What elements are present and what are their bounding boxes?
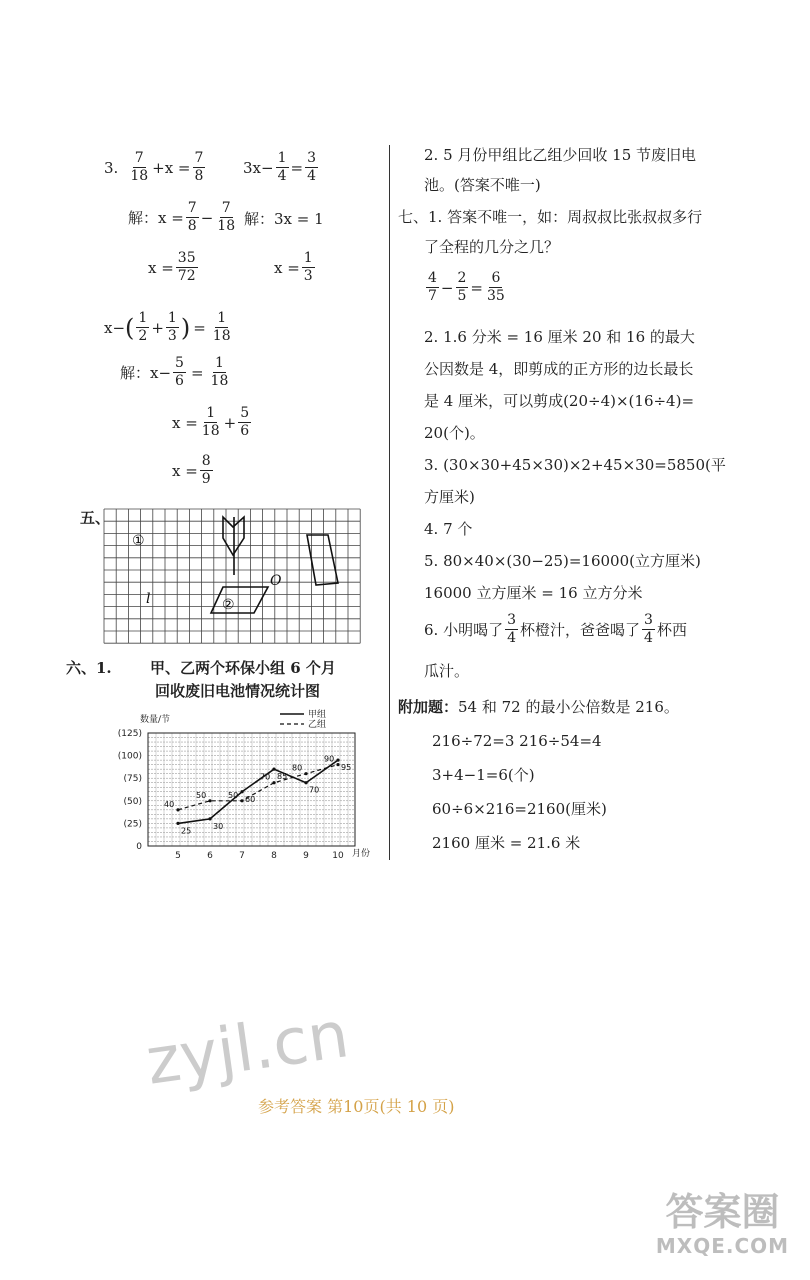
extra-question <box>398 692 679 722</box>
y-axis-title: 数量/节 <box>140 715 171 725</box>
extra-line: 216÷72=3 216÷54=4 <box>432 732 602 750</box>
data-point <box>304 781 307 784</box>
fraction: $\frac{1}{4}$ <box>277 150 287 184</box>
fraction: $\frac{3}{4}$ <box>307 150 316 184</box>
q6-label: 六、1. <box>66 659 112 677</box>
answer-line: 4. 7 个 <box>424 520 473 538</box>
watermark: zyjl.cn <box>141 998 354 1100</box>
answer-line: 5. 80×40×(30−25)=16000(立方厘米) <box>424 552 701 570</box>
fraction: $\frac{5}{6}$ <box>240 405 250 439</box>
line-chart <box>100 708 385 863</box>
paren: ) <box>180 313 191 342</box>
fraction: $\frac{6}{35}$ <box>487 270 505 304</box>
data-label: 90 <box>324 754 335 764</box>
x-tick-label: 7 <box>239 851 245 861</box>
transformation-grid <box>100 505 366 645</box>
eq-text: = <box>190 363 204 382</box>
data-point <box>336 759 339 762</box>
x-axis-title: 月份 <box>352 849 371 859</box>
fraction: $\frac{35}{72}$ <box>177 250 196 284</box>
line-l-label: l <box>146 591 151 607</box>
fraction: $\frac{4}{7}$ <box>428 270 437 304</box>
data-label: 25 <box>181 826 192 836</box>
data-label: 95 <box>341 763 352 773</box>
eq-text: 3x− <box>243 158 274 177</box>
fraction-equation <box>424 270 509 305</box>
fraction: $\frac{5}{6}$ <box>175 355 184 389</box>
answer-line: 了全程的几分之几？ <box>424 238 560 256</box>
data-label: 70 <box>309 785 320 795</box>
data-point <box>240 790 243 793</box>
extra-label: 附加题： <box>398 698 459 716</box>
eq-text: = <box>290 158 304 177</box>
data-point <box>176 808 179 811</box>
eqA-line3 <box>148 250 200 285</box>
answer-line: 瓜汁。 <box>424 662 470 680</box>
fraction: $\frac{3}{4}$ <box>644 612 653 646</box>
fraction: $\frac{1}{2}$ <box>138 310 148 344</box>
figure-1-label: ① <box>132 533 145 549</box>
fraction: $\frac{1}{3}$ <box>303 250 313 284</box>
extra-line: 60÷6×216=2160(厘米) <box>432 800 607 818</box>
figure-2-label: ② <box>222 597 235 613</box>
y-tick-label: 0 <box>136 842 142 852</box>
fraction: $\frac{7}{8}$ <box>194 150 204 184</box>
eqC-line2 <box>120 355 232 390</box>
y-tick-label: (50) <box>123 796 142 807</box>
legend-label-jia: 甲组 <box>308 710 327 720</box>
chart-title-line2: 回收废旧电池情况统计图 <box>155 682 321 700</box>
eq-text: − <box>200 208 214 227</box>
data-label: 40 <box>164 799 175 809</box>
grid-lines <box>104 509 360 643</box>
eqC-line1 <box>104 310 235 345</box>
data-point <box>240 799 243 802</box>
legend-label-yi: 乙组 <box>308 720 327 730</box>
corner-logo-bottom: MXQE.COM <box>655 1234 790 1258</box>
page-footer: 参考答案 第10页(共 10 页) <box>258 1097 455 1116</box>
data-point <box>304 772 307 775</box>
x-tick-label: 9 <box>303 851 309 861</box>
answer-line: 2. 5 月份甲组比乙组少回收 15 节废旧电 <box>424 146 697 164</box>
extra-line: 3+4−1=6(个) <box>432 766 535 784</box>
x-tick-label: 10 <box>332 851 344 861</box>
data-label: 50 <box>228 790 239 800</box>
data-label: 30 <box>213 821 224 831</box>
data-point <box>208 799 211 802</box>
fraction: $\frac{1}{18}$ <box>201 405 220 439</box>
paren: ( <box>125 313 135 342</box>
y-tick-label: (100) <box>117 751 142 762</box>
chart-title-line1: 甲、乙两个环保小组 6 个月 <box>150 659 336 677</box>
eq-text: = <box>470 278 483 297</box>
data-label: 60 <box>245 794 256 804</box>
fraction: $\frac{1}{3}$ <box>167 310 177 344</box>
q5-label: 五、 <box>80 509 111 527</box>
answer-line: 是 4 厘米，可以剪成(20÷4)×(16÷4)= <box>424 392 695 410</box>
answer-line: 3. (30×30+45×30)×2+45×30=5850(平 <box>424 456 726 474</box>
answer-line: 方厘米) <box>424 488 475 506</box>
eq-text: +x = <box>152 158 191 177</box>
data-point <box>272 768 275 771</box>
eq-text: 解：3x = 1 <box>244 210 324 228</box>
eq-text: x = <box>172 413 198 432</box>
fraction: $\frac{7}{18}$ <box>130 150 149 184</box>
answer-line: 池。(答案不唯一) <box>424 176 541 194</box>
answer-line: 公因数是 4，即剪成的正方形的边长最长 <box>424 360 694 378</box>
answer-line-6 <box>424 612 687 647</box>
y-tick-label: (25) <box>123 819 142 830</box>
answer-line: 16000 立方厘米 = 16 立方分米 <box>424 584 643 602</box>
data-point <box>336 763 339 766</box>
eq-text: 杯橙汁，爸爸喝了 <box>520 621 641 639</box>
eq-text: + <box>223 413 237 432</box>
column-divider <box>389 145 390 860</box>
eqB-line2 <box>244 208 324 229</box>
eq-text: − <box>440 278 454 297</box>
eq-text: + <box>151 318 164 337</box>
fraction: $\frac{2}{5}$ <box>457 270 467 304</box>
eq-text: 解：x− <box>120 364 172 382</box>
data-label: 85 <box>277 772 288 782</box>
x-tick-label: 5 <box>175 851 181 861</box>
fraction: $\frac{1}{18}$ <box>212 310 231 344</box>
answer-line: 2. 1.6 分米 = 16 厘米 20 和 16 的最大 <box>424 328 695 346</box>
point-o-label: O <box>270 573 282 589</box>
answer-line: 七、1. 答案不唯一，如：周叔叔比张叔叔多行 <box>398 208 703 226</box>
data-label: 80 <box>292 763 303 773</box>
q3-eqA-line1 <box>104 150 207 185</box>
eq-text: x = <box>148 258 174 277</box>
fraction: $\frac{1}{18}$ <box>210 355 229 389</box>
figure-2-parallelogram <box>211 587 268 613</box>
data-label: 50 <box>196 790 207 800</box>
fraction: $\frac{8}{9}$ <box>201 453 211 487</box>
x-tick-label: 8 <box>271 851 277 861</box>
eq-text: 6. 小明喝了 <box>424 621 504 639</box>
extra-line: 54 和 72 的最小公倍数是 216。 <box>458 698 679 716</box>
y-tick-label: (125) <box>117 729 142 739</box>
eqB-line1 <box>243 150 320 185</box>
eq-text: 解：x = <box>128 209 184 227</box>
fraction: $\frac{7}{8}$ <box>187 200 197 234</box>
eqC-line3 <box>172 405 253 440</box>
corner-logo-top: 答案圈 <box>665 1190 780 1234</box>
eq-text: x = <box>274 258 300 277</box>
eqA-line2 <box>128 200 239 235</box>
corner-logo <box>640 1190 805 1270</box>
answer-line: 20(个)。 <box>424 424 485 442</box>
extra-line: 2160 厘米 = 21.6 米 <box>432 834 581 852</box>
eqC-line4 <box>172 453 215 488</box>
eq-text: 杯西 <box>656 621 687 639</box>
y-tick-label: (75) <box>123 774 142 785</box>
data-point <box>208 817 211 820</box>
eq-text: x− <box>104 318 126 337</box>
q3-label: 3. <box>104 158 119 177</box>
eqB-line3 <box>274 250 317 285</box>
data-point <box>176 822 179 825</box>
x-tick-label: 6 <box>207 851 213 861</box>
fraction: $\frac{7}{18}$ <box>217 200 236 234</box>
data-label: 70 <box>260 772 271 782</box>
data-point <box>272 781 275 784</box>
eq-text: = <box>193 318 206 337</box>
eq-text: x = <box>172 461 198 480</box>
fraction: $\frac{3}{4}$ <box>507 612 517 646</box>
